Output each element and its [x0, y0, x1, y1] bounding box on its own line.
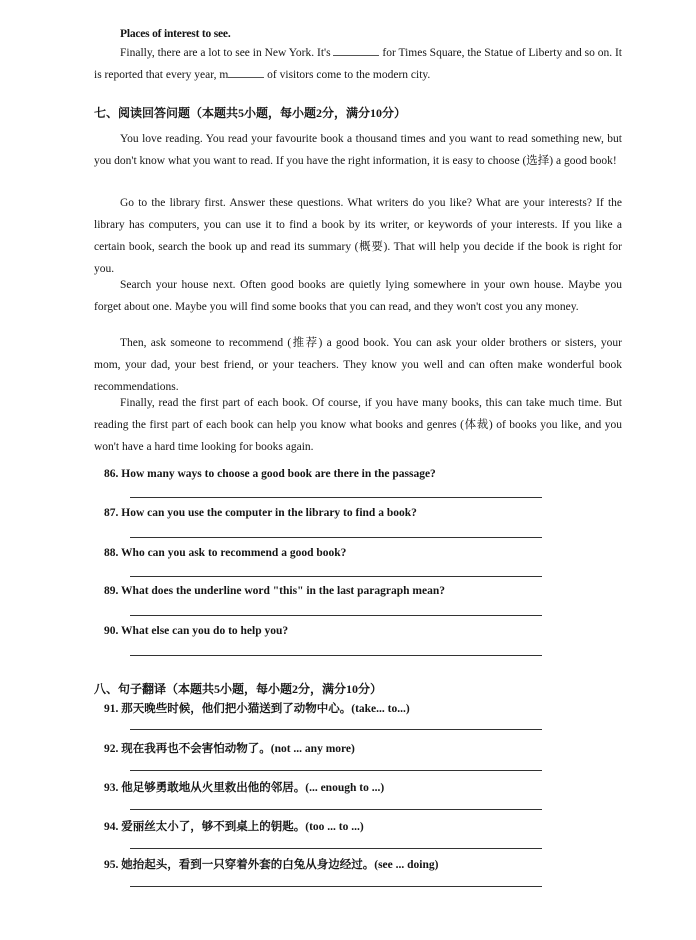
ny-text-2: for Times Square, the Statue of Liberty and so on. It is reported that every year, m — [94, 47, 622, 81]
reading-paragraph-2: Go to the library first. Answer these questions. What writers do you like? What are your interests? If the library has computers, you can use it to find a book by its writer, or keywords of your interests. If you like a certain book, search the book up and read its summary (概要). That will help you decide if the book is right for you. — [94, 197, 622, 275]
ny-text-3: of visitors come to the modern city. — [264, 69, 431, 81]
section-8-title: 八、句子翻译（本题共5小题，每小题2分，满分10分） — [94, 682, 383, 696]
fill-blank-1[interactable] — [333, 45, 379, 56]
places-heading: Places of interest to see. — [120, 28, 231, 40]
answer-line-88[interactable] — [130, 576, 542, 577]
translation-91: 91. 那天晚些时候，他们把小猫送到了动物中心。(take... to...) — [104, 703, 410, 715]
answer-line-90[interactable] — [130, 655, 542, 656]
reading-paragraph-1: You love reading. You read your favourite book a thousand times and you want to read something new, but you don't know what you want to read. If you have the right information, it is easy to choose (选择) a good book! — [94, 133, 622, 167]
ny-text-1: Finally, there are a lot to see in New York. It's — [120, 47, 334, 59]
answer-line-94[interactable] — [130, 848, 542, 849]
question-89: 89. What does the underline word "this" in the last paragraph mean? — [104, 585, 445, 597]
question-86: 86. How many ways to choose a good book are there in the passage? — [104, 468, 436, 480]
answer-line-93[interactable] — [130, 809, 542, 810]
reading-paragraph-4: Then, ask someone to recommend (推荐) a good book. You can ask your older brothers or sisters, your mom, your dad, your best friend, or your teachers. They know you well and can often make wonderful book recommendations. — [94, 337, 622, 393]
answer-line-89[interactable] — [130, 615, 542, 616]
fill-blank-2[interactable] — [228, 67, 264, 78]
reading-paragraph-3: Search your house next. Often good books are quietly lying somewhere in your own house. Maybe you forget about one. Maybe you will find some books that you can read, and they won't cost you any money. — [94, 279, 622, 313]
answer-line-91[interactable] — [130, 729, 542, 730]
translation-93: 93. 他足够勇敢地从火里救出他的邻居。(... enough to ...) — [104, 782, 385, 794]
answer-line-95[interactable] — [130, 886, 542, 887]
translation-94: 94. 爱丽丝太小了，够不到桌上的钥匙。(too ... to ...) — [104, 821, 364, 833]
section-7-title: 七、阅读回答问题（本题共5小题，每小题2分，满分10分） — [94, 106, 407, 120]
translation-92: 92. 现在我再也不会害怕动物了。(not ... any more) — [104, 743, 355, 755]
reading-paragraph-5: Finally, read the first part of each book. Of course, if you have many books, this can take much time. But reading the first part of each book can help you know what books and genres (体裁) of books you like, and you won't have a hard time looking for books again. — [94, 397, 622, 453]
question-88: 88. Who can you ask to recommend a good book? — [104, 547, 347, 559]
answer-line-92[interactable] — [130, 770, 542, 771]
question-87: 87. How can you use the computer in the library to find a book? — [104, 507, 417, 519]
answer-line-87[interactable] — [130, 537, 542, 538]
answer-line-86[interactable] — [130, 497, 542, 498]
translation-95: 95. 她抬起头，看到一只穿着外套的白兔从身边经过。(see ... doing) — [104, 859, 439, 871]
question-90: 90. What else can you do to help you? — [104, 625, 289, 637]
new-york-paragraph — [94, 42, 622, 86]
